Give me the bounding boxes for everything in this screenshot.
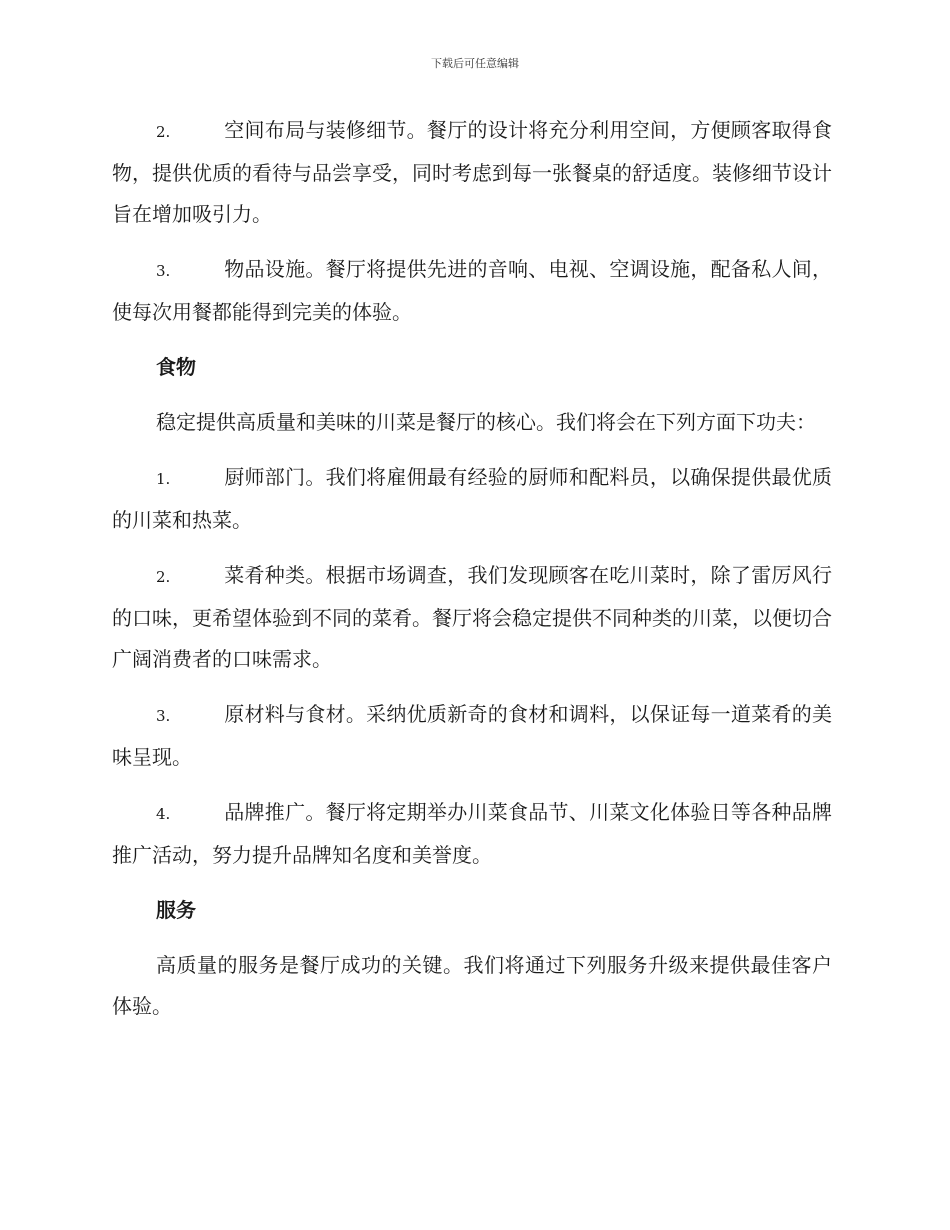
list-item — [112, 792, 832, 876]
document-body — [112, 110, 832, 1041]
list-item — [112, 249, 832, 333]
header-watermark: 下载后可任意编辑 — [431, 57, 519, 70]
list-text: 菜肴种类。根据市场调查，我们发现顾客在吃川菜时，除了雷厉风行的口味，更希望体验到不同的菜肴。餐厅将会稳定提供不同种类的川菜，以便切合广阔消费者的口味需求。 — [112, 563, 832, 671]
service-intro-paragraph: 高质量的服务是餐厅成功的关键。我们将通过下列服务升级来提供最佳客户体验。 — [112, 953, 832, 1018]
section-heading-service: 服务 — [156, 898, 196, 922]
list-text: 原材料与食材。采纳优质新奇的食材和调料，以保证每一道菜肴的美味呈现。 — [112, 702, 832, 769]
list-text: 品牌推广。餐厅将定期举办川菜食品节、川菜文化体验日等各种品牌推广活动，努力提升品牌知名度和美誉度。 — [112, 800, 832, 867]
list-item — [112, 555, 832, 680]
list-number: 3. — [156, 262, 171, 280]
section-heading-food: 食物 — [156, 355, 196, 379]
list-number: 2. — [156, 123, 171, 141]
list-text: 物品设施。餐厅将提供先进的音响、电视、空调设施，配备私人间，使每次用餐都能得到完美的体验。 — [112, 257, 832, 324]
list-text: 空间布局与装修细节。餐厅的设计将充分利用空间，方便顾客取得食物，提供优质的看待与品尝享受，同时考虑到每一张餐桌的舒适度。装修细节设计旨在增加吸引力。 — [112, 118, 832, 226]
food-intro-paragraph: 稳定提供高质量和美味的川菜是餐厅的核心。我们将会在下列方面下功夫： — [156, 410, 816, 434]
list-item — [112, 694, 832, 778]
list-number: 1. — [156, 470, 171, 488]
list-number: 3. — [156, 707, 171, 725]
list-item — [112, 110, 832, 235]
list-number: 2. — [156, 568, 171, 586]
list-number: 4. — [156, 805, 171, 823]
list-item — [112, 457, 832, 541]
list-text: 厨师部门。我们将雇佣最有经验的厨师和配料员，以确保提供最优质的川菜和热菜。 — [112, 465, 832, 532]
